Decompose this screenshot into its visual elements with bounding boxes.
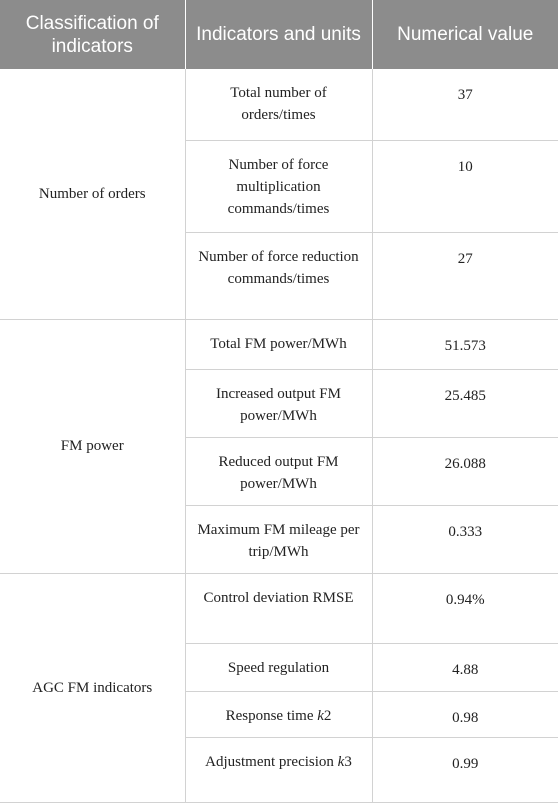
indicator-cell: Maximum FM mileage per trip/MWh: [185, 505, 372, 573]
indicator-cell: [185, 691, 372, 737]
indicator-variable: k: [317, 707, 324, 724]
indicator-subscript: 3: [344, 753, 352, 770]
value-cell: 26.088: [372, 437, 558, 505]
value-cell: 4.88: [372, 643, 558, 691]
group-agc-fm-indicators: AGC FM indicators: [0, 573, 185, 802]
indicator-variable: k: [337, 753, 345, 770]
indicator-text: Adjustment precision: [205, 753, 338, 770]
value-cell: 10: [372, 140, 558, 232]
value-cell: 0.94%: [372, 573, 558, 643]
indicator-cell: Total number of orders/times: [185, 69, 372, 140]
indicator-cell: Speed regulation: [185, 643, 372, 691]
table-row: [0, 319, 558, 369]
group-fm-power: FM power: [0, 319, 185, 573]
group-number-of-orders: Number of orders: [0, 69, 185, 319]
header-indicators: Indicators and units: [185, 0, 372, 69]
header-value: Numerical value: [372, 0, 558, 69]
header-classification: Classification of indicators: [0, 0, 185, 69]
table-row: [0, 573, 558, 643]
indicator-cell: Increased output FM power/MWh: [185, 369, 372, 437]
indicator-cell: Reduced output FM power/MWh: [185, 437, 372, 505]
indicator-cell: [185, 737, 372, 802]
value-cell: 51.573: [372, 319, 558, 369]
indicator-cell: Total FM power/MWh: [185, 319, 372, 369]
value-cell: 27: [372, 232, 558, 319]
indicator-subscript: 2: [323, 707, 332, 724]
value-cell: 0.99: [372, 737, 558, 802]
value-cell: 25.485: [372, 369, 558, 437]
indicator-text: Response time: [225, 707, 318, 724]
indicator-cell: Number of force multiplication commands/times: [185, 140, 372, 232]
value-cell: 37: [372, 69, 558, 140]
header-row: [0, 0, 558, 69]
value-cell: 0.333: [372, 505, 558, 573]
value-cell: 0.98: [372, 691, 558, 737]
indicator-cell: Control deviation RMSE: [185, 573, 372, 643]
indicator-cell: Number of force reduction commands/times: [185, 232, 372, 319]
table-row: [0, 69, 558, 140]
